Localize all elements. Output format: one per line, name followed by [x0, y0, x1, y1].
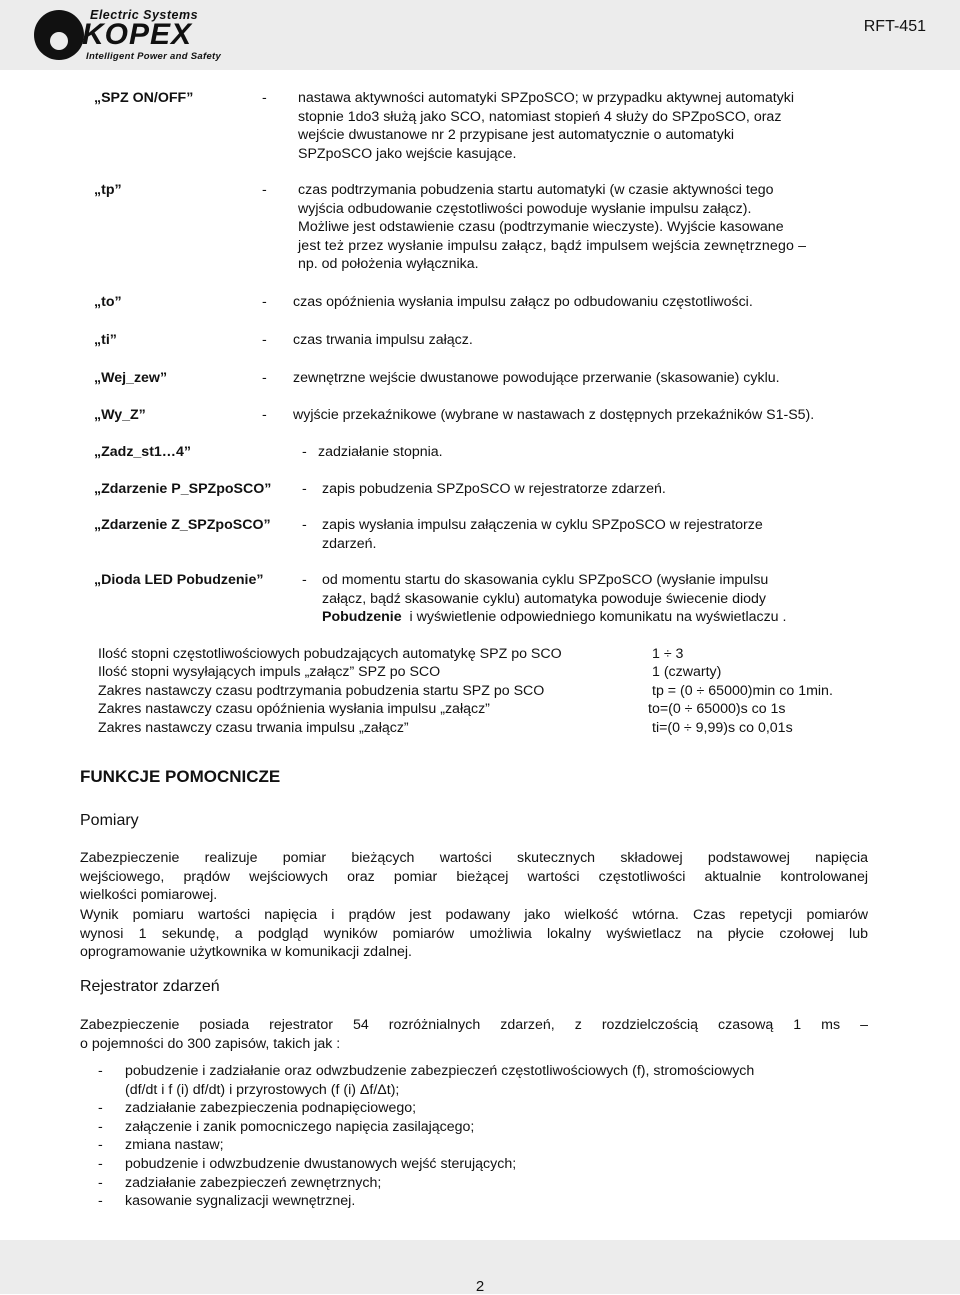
definition-line: Możliwe jest odstawienie czasu (podtrzymanie wieczyste). Wyjście kasowane — [298, 219, 784, 235]
list-item-line: (df/dt i f (i) df/dt) i przyrostowych (f (i) Δf/Δt); — [125, 1081, 400, 1098]
page-number: 2 — [475, 1278, 485, 1295]
definition-description — [293, 406, 814, 425]
document-id: RFT-451 — [863, 18, 926, 35]
spec-value: 1 (czwarty) — [652, 664, 722, 680]
list-bullet: - — [98, 1174, 103, 1191]
paragraph-line: oprogramowanie użytkownika w komunikacji zdalnej. — [80, 944, 412, 960]
definition-description — [293, 331, 473, 350]
definition-term: „to” — [94, 294, 122, 310]
list-item-line: zadziałanie zabezpieczenia podnapięciowego; — [125, 1100, 417, 1117]
list-item — [98, 1136, 754, 1155]
definition-dash: - — [302, 481, 307, 497]
definition-line: czas trwania impulsu załącz. — [293, 332, 473, 348]
definition-line: czas podtrzymania pobudzenia startu automatyki (w czasie aktywności tego — [298, 182, 774, 198]
kopex-logo — [34, 4, 224, 64]
definition-line: zdarzeń. — [322, 535, 377, 552]
rejestrator-paragraph — [80, 1016, 868, 1053]
definition-description — [298, 181, 806, 274]
definition-dash: - — [262, 407, 267, 423]
list-bullet: - — [98, 1118, 103, 1135]
spec-label: Zakres nastawczy czasu trwania impulsu „załącz” — [98, 720, 409, 736]
rejestrator-heading: Rejestrator zdarzeń — [80, 978, 220, 995]
definition-line: od momentu startu do skasowania cyklu SPZpoSCO (wysłanie impulsu — [322, 572, 769, 588]
spec-value: tp = (0 ÷ 65000)min co 1min. — [652, 683, 833, 699]
event-list — [98, 1062, 754, 1211]
definition-description — [318, 443, 443, 462]
paragraph-line: Zabezpieczenie realizuje pomiar bieżących wartości skutecznych składowej podstawowej napięcia — [80, 850, 868, 866]
logo-tagline: Intelligent Power and Safety — [86, 51, 222, 62]
definition-line: zewnętrzne wejście dwustanowe powodujące przerwanie (skasowanie) cyklu. — [293, 370, 780, 386]
definition-description — [293, 369, 780, 388]
definition-line: wejście dwustanowe nr 2 przypisane jest automatycznie o automatyki — [298, 127, 735, 143]
definition-term: „Dioda LED Pobudzenie” — [94, 572, 264, 588]
list-item — [98, 1174, 754, 1193]
definition-line-rest: i wyświetlenie odpowiedniego komunikatu na wyświetlaczu . — [401, 609, 787, 625]
definition-line: stopnie 1do3 służą jako SCO, natomiast stopień 4 służy do SPZpoSCO, oraz — [298, 108, 782, 125]
list-item-line: załączenie i zanik pomocniczego napięcia zasilającego; — [125, 1118, 475, 1135]
definition-term: „ti” — [94, 332, 117, 348]
paragraph-line: wejściowego, prądów wejściowych oraz pomiar bieżącej wartości częstotliwości aktualnie kontrolowanej — [80, 868, 868, 885]
spec-label: Ilość stopni częstotliwościowych pobudzających automatykę SPZ po SCO — [98, 646, 562, 662]
list-bullet: - — [98, 1155, 103, 1172]
list-item-line: kasowanie sygnalizacji wewnętrznej. — [125, 1193, 356, 1210]
spec-value: 1 ÷ 3 — [652, 646, 684, 662]
definition-line: załącz, bądź skasowanie cyklu) automatyka powoduje świecenie diody — [322, 590, 766, 607]
paragraph-line: o pojemności do 300 zapisów, takich jak : — [80, 1035, 341, 1052]
pomiary-paragraph-2 — [80, 906, 868, 962]
definition-description — [293, 293, 753, 312]
definition-dash: - — [262, 182, 267, 198]
definition-term: „Wy_Z” — [94, 407, 146, 423]
list-item — [98, 1155, 754, 1174]
list-item — [98, 1118, 754, 1137]
section-title: FUNKCJE POMOCNICZE — [80, 767, 281, 786]
definition-description — [322, 480, 666, 499]
spec-value: to=(0 ÷ 65000)s co 1s — [648, 701, 786, 717]
spec-value: ti=(0 ÷ 9,99)s co 0,01s — [652, 720, 793, 736]
list-bullet: - — [98, 1100, 103, 1117]
list-bullet: - — [98, 1137, 103, 1154]
led-name: Pobudzenie — [322, 609, 402, 625]
definition-dash: - — [262, 294, 267, 310]
list-item — [98, 1099, 754, 1118]
paragraph-line: wynosi 1 sekundę, a podgląd wyników pomiarów umożliwia lokalny wyświetlacz na płycie czołowej lub — [80, 925, 868, 942]
logo-disc-icon — [34, 10, 84, 60]
definition-line: wyjścia odbudowanie częstotliwości powoduje wysłanie impulsu załącz). — [298, 200, 752, 217]
list-item — [98, 1192, 754, 1211]
definition-line: czas opóźnienia wysłania impulsu załącz po odbudowaniu częstotliwości. — [293, 294, 753, 310]
spec-label: Zakres nastawczy czasu podtrzymania pobudzenia startu SPZ po SCO — [98, 683, 545, 699]
page-header — [0, 0, 960, 70]
definition-description — [298, 89, 794, 163]
list-item-line: pobudzenie i odwzbudzenie dwustanowych wejść sterujących; — [125, 1155, 517, 1172]
paragraph-line: wielkości pomiarowej. — [80, 887, 218, 903]
definition-term: „Wej_zew” — [94, 370, 168, 386]
definition-dash: - — [262, 90, 267, 106]
definition-line: zadziałanie stopnia. — [318, 444, 443, 460]
definition-description — [322, 516, 763, 553]
paragraph-line: Wynik pomiaru wartości napięcia i prądów jest podawany jako wielkość wtórna. Czas repetycji pomiarów — [80, 907, 868, 923]
definition-line: jest też przez wysłanie impulsu załącz, bądź impulsem wejścia zewnętrznego – — [298, 237, 807, 254]
definition-dash: - — [302, 444, 307, 460]
definition-term: „Zadz_st1…4” — [94, 444, 191, 460]
pomiary-paragraph-1 — [80, 849, 868, 905]
definition-line: wyjście przekaźnikowe (wybrane w nastawach z dostępnych przekaźników S1-S5). — [293, 407, 815, 423]
list-bullet: - — [98, 1063, 103, 1079]
definition-line: zapis wysłania impulsu załączenia w cyklu SPZpoSCO w rejestratorze — [322, 517, 763, 533]
definition-description — [322, 571, 786, 627]
definition-line: zapis pobudzenia SPZpoSCO w rejestratorze zdarzeń. — [322, 481, 666, 497]
definition-term: „Zdarzenie Z_SPZpoSCO” — [94, 517, 271, 533]
definition-dash: - — [302, 517, 307, 533]
spec-label: Zakres nastawczy czasu opóźnienia wysłania impulsu „załącz” — [98, 701, 490, 717]
list-item — [98, 1062, 754, 1099]
pomiary-heading: Pomiary — [80, 812, 139, 829]
definition-line: SPZpoSCO jako wejście kasujące. — [298, 145, 517, 162]
definition-term: „Zdarzenie P_SPZpoSCO” — [94, 481, 272, 497]
spec-label: Ilość stopni wysyłających impuls „załącz” SPZ po SCO — [98, 664, 441, 680]
definition-dash: - — [302, 572, 307, 588]
definition-dash: - — [262, 332, 267, 348]
definition-line: nastawa aktywności automatyki SPZpoSCO; w przypadku aktywnej automatyki — [298, 90, 794, 106]
logo-name: KOPEX — [82, 18, 193, 51]
list-item-line: pobudzenie i zadziałanie oraz odwzbudzenie zabezpieczeń częstotliwościowych (f), stromościowych — [125, 1063, 755, 1079]
definition-dash: - — [262, 370, 267, 386]
definition-line — [322, 608, 786, 627]
definition-term: „tp” — [94, 182, 122, 198]
paragraph-line: Zabezpieczenie posiada rejestrator 54 rozróżnialnych zdarzeń, z rozdzielczością czasową 1 ms – — [80, 1017, 868, 1033]
list-item-line: zmiana nastaw; — [125, 1137, 224, 1154]
logo-top-text: Electric Systems — [90, 8, 199, 22]
definition-line: np. od położenia wyłącznika. — [298, 256, 479, 272]
list-bullet: - — [98, 1193, 103, 1210]
definition-term: „SPZ ON/OFF” — [94, 90, 194, 106]
list-item-line: zadziałanie zabezpieczeń zewnętrznych; — [125, 1174, 382, 1191]
